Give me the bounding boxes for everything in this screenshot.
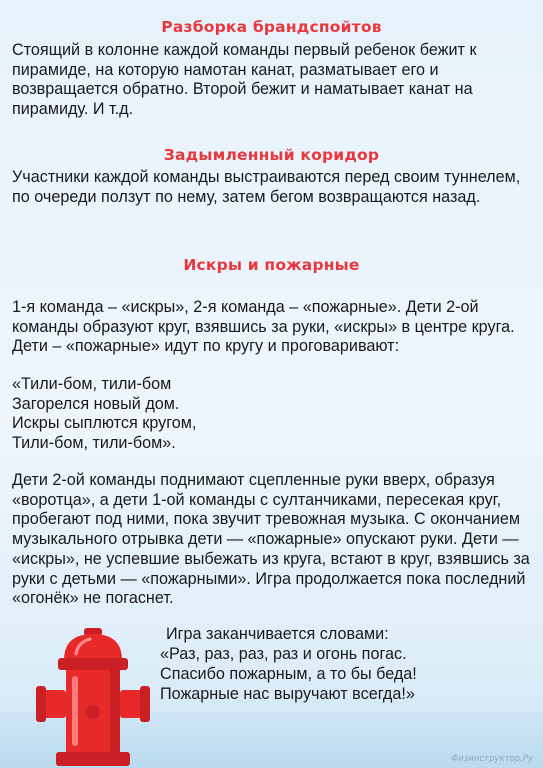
section-text-sparks-rules: Дети 2-ой команды поднимают сцепленные руки вверх, образуя «воротца», а дети 1-ой команды с султанчиками, пересекая круг, пробегают под ними, пока звучит тревожная музыка. С окончанием музыкального отрывка дети — «пожарные» опускают руки. Дети — «искры», не успевшие выбежать из круга, встают в круг, взявшись за руки с детьми — «пожарными». Игра продолжается пока последний «огонёк» не погаснет. [12,471,530,608]
ending-line: Спасибо пожарным, а то бы беда! [160,665,417,683]
ending-line: «Раз, раз, раз, раз и огонь погас. [160,645,407,663]
ending-line: Пожарные нас выручают всегда!» [160,685,415,703]
game-ending [160,624,530,704]
watermark: Физинструктор.Ру [450,754,533,764]
ending-intro: Игра заканчивается словами: [166,625,389,643]
section-text-hose: Стоящий в колонне каждой команды первый ребенок бежит к пирамиде, на которую намотан канат, разматывает его и возвращается обратно. Второй бежит и наматывает канат на пирамиду. И т.д. [12,41,477,119]
section-text-sparks: 1-я команда – «искры», 2-я команда – «пожарные». Дети 2-ой команды образуют круг, взявшись за руки, «искры» в центре круга. Дети – «пожарные» идут по кругу и проговаривают: [12,298,515,356]
poem [12,375,536,454]
poem-line: Загорелся новый дом. [12,394,180,413]
section-title-sparks: Искры и пожарные [183,256,360,274]
section-title-hose: Разборка брандспойтов [161,18,382,36]
poem-line: Тили-бом, тили-бом». [12,434,176,453]
section-text-corridor: Участники каждой команды выстраиваются перед своим туннелем, по очереди ползут по нему, затем бегом возвращаются назад. [12,168,521,206]
poem-line: Искры сыплются кругом, [12,414,197,433]
poem-line: «Тили-бом, тили-бом [12,375,172,393]
section-title-corridor: Задымленный коридор [163,146,380,164]
fire-hydrant-icon [30,628,156,768]
